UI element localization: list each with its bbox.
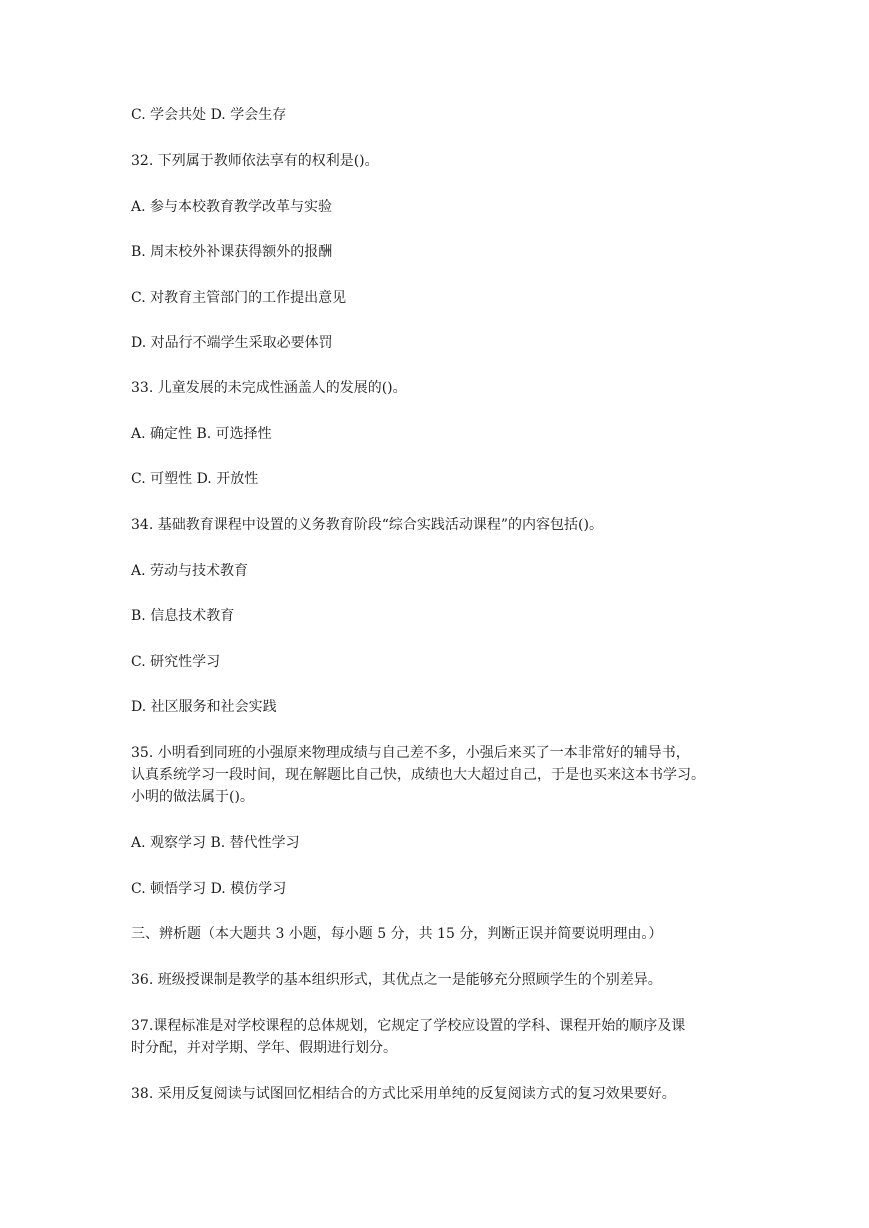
option-line: C. 可塑性 D. 开放性 (131, 471, 259, 487)
option-line: B. 信息技术教育 (131, 608, 235, 624)
option-line: D. 社区服务和社会实践 (131, 699, 277, 715)
question-35-line: 小明的做法属于()。 (131, 789, 254, 805)
question-34: 34. 基础教育课程中设置的义务教育阶段“综合实践活动课程”的内容包括()。 (131, 517, 603, 533)
option-line: A. 观察学习 B. 替代性学习 (131, 835, 300, 851)
question-37 (131, 1015, 731, 1059)
option-line: C. 研究性学习 (131, 654, 221, 670)
question-38: 38. 采用反复阅读与试图回忆相结合的方式比采用单纯的反复阅读方式的复习效果要好。 (131, 1086, 676, 1102)
option-line: C. 顿悟学习 D. 模仿学习 (131, 881, 287, 897)
question-37-line: 37.课程标准是对学校课程的总体规划，它规定了学校应设置的学科、课程开始的顺序及课 (131, 1018, 686, 1034)
question-32: 32. 下列属于教师依法享有的权利是()。 (131, 153, 379, 169)
option-line: C. 学会共处 D. 学会生存 (131, 107, 287, 123)
question-35 (131, 742, 731, 808)
question-35-line: 35. 小明看到同班的小强原来物理成绩与自己差不多，小强后来买了一本非常好的辅导书， (131, 745, 690, 761)
question-37-line: 时分配，并对学期、学年、假期进行划分。 (131, 1040, 397, 1056)
option-line: A. 劳动与技术教育 (131, 563, 249, 579)
question-35-line: 认真系统学习一段时间，现在解题比自己快，成绩也大大超过自己，于是也买来这本书学习。 (131, 767, 705, 783)
option-line: C. 对教育主管部门的工作提出意见 (131, 290, 347, 306)
section-heading: 三、辨析题（本大题共 3 小题，每小题 5 分，共 15 分，判断正误并简要说明理由。） (131, 926, 663, 942)
question-36: 36. 班级授课制是教学的基本组织形式，其优点之一是能够充分照顾学生的个别差异。 (131, 972, 662, 988)
option-line: B. 周末校外补课获得额外的报酬 (131, 244, 333, 260)
option-line: A. 确定性 B. 可选择性 (131, 426, 272, 442)
option-line: A. 参与本校教育教学改革与实验 (131, 199, 333, 215)
option-line: D. 对品行不端学生采取必要体罚 (131, 335, 333, 351)
question-33: 33. 儿童发展的未完成性涵盖人的发展的()。 (131, 380, 407, 396)
